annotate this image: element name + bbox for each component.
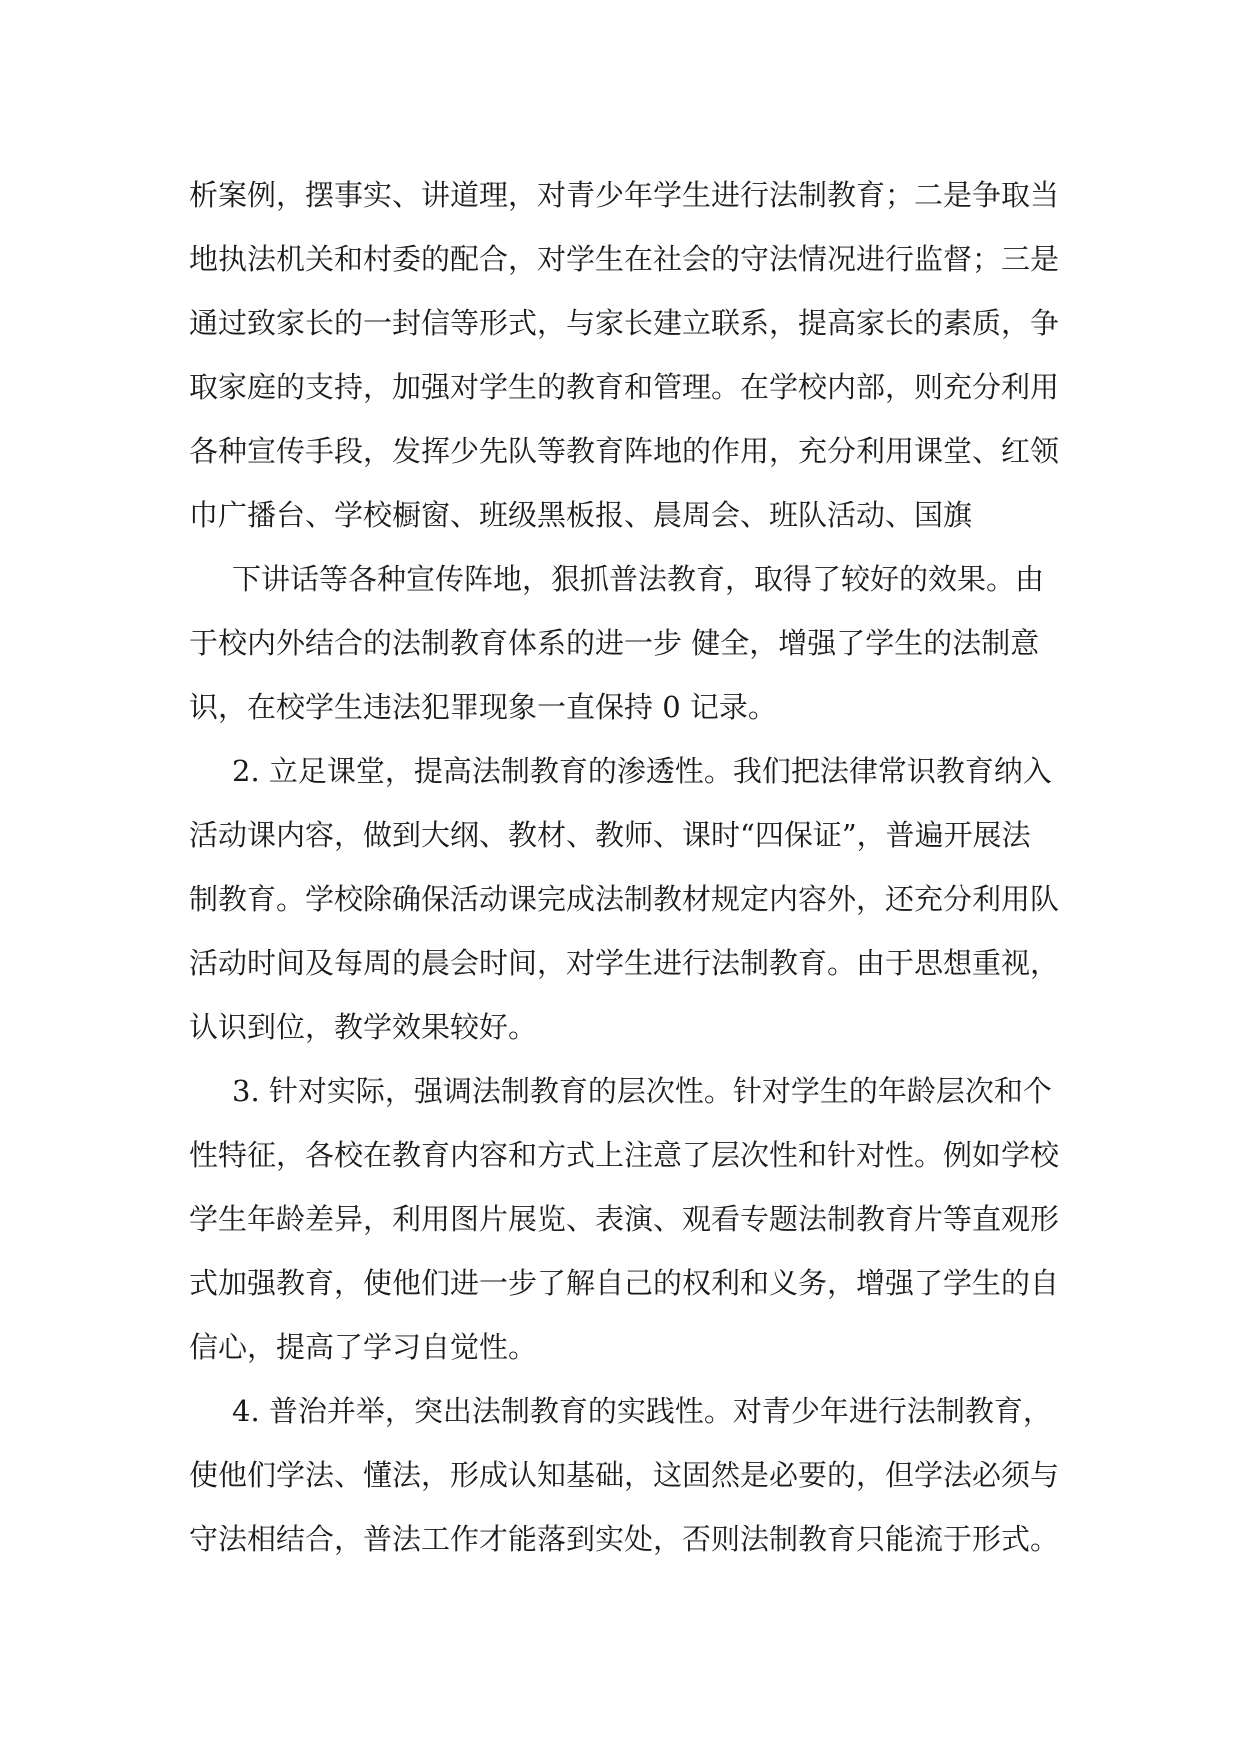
text-line: 4. 普治并举，突出法制教育的实践性。对青少年进行法制教育， <box>232 1394 1052 1428</box>
text-line: 下讲话等各种宣传阵地，狠抓普法教育，取得了较好的效果。由 <box>232 562 1045 596</box>
text-line: 制教育。学校除确保活动课完成法制教材规定内容外，还充分利用队 <box>189 882 1060 916</box>
text-line: 信心，提高了学习自觉性。 <box>189 1330 538 1364</box>
text-line: 识，在校学生违法犯罪现象一直保持 0 记录。 <box>189 690 777 724</box>
text-line: 取家庭的支持，加强对学生的教育和管理。在学校内部，则充分利用 <box>189 370 1060 404</box>
text-line: 于校内外结合的法制教育体系的进一步 健全，增强了学生的法制意 <box>189 626 1040 660</box>
text-line: 性特征，各校在教育内容和方式上注意了层次性和针对性。例如学校 <box>189 1138 1060 1172</box>
text-line: 各种宣传手段，发挥少先队等教育阵地的作用，充分利用课堂、红领 <box>189 434 1060 468</box>
text-line: 通过致家长的一封信等形式，与家长建立联系，提高家长的素质，争 <box>189 306 1060 340</box>
text-line: 式加强教育，使他们进一步了解自己的权利和义务，增强了学生的自 <box>189 1266 1060 1300</box>
text-line: 析案例，摆事实、讲道理，对青少年学生进行法制教育；二是争取当 <box>189 178 1060 212</box>
text-line: 认识到位，教学效果较好。 <box>189 1010 538 1044</box>
text-line: 2. 立足课堂，提高法制教育的渗透性。我们把法律常识教育纳入 <box>232 754 1052 788</box>
text-line: 活动时间及每周的晨会时间，对学生进行法制教育。由于思想重视， <box>189 946 1060 980</box>
text-line: 活动课内容，做到大纲、教材、教师、课时“四保证”，普遍开展法 <box>189 818 1031 852</box>
text-line: 学生年龄差异，利用图片展览、表演、观看专题法制教育片等直观形 <box>189 1202 1060 1236</box>
text-line: 巾广播台、学校橱窗、班级黑板报、晨周会、班队活动、国旗 <box>189 498 973 532</box>
text-line: 地执法机关和村委的配合，对学生在社会的守法情况进行监督；三是 <box>189 242 1060 276</box>
text-line: 守法相结合，普法工作才能落到实处，否则法制教育只能流于形式。 <box>189 1522 1060 1556</box>
body-text <box>189 163 1065 1571</box>
text-line: 使他们学法、懂法，形成认知基础，这固然是必要的，但学法必须与 <box>189 1458 1060 1492</box>
text-line: 3. 针对实际，强调法制教育的层次性。针对学生的年龄层次和个 <box>232 1074 1052 1108</box>
